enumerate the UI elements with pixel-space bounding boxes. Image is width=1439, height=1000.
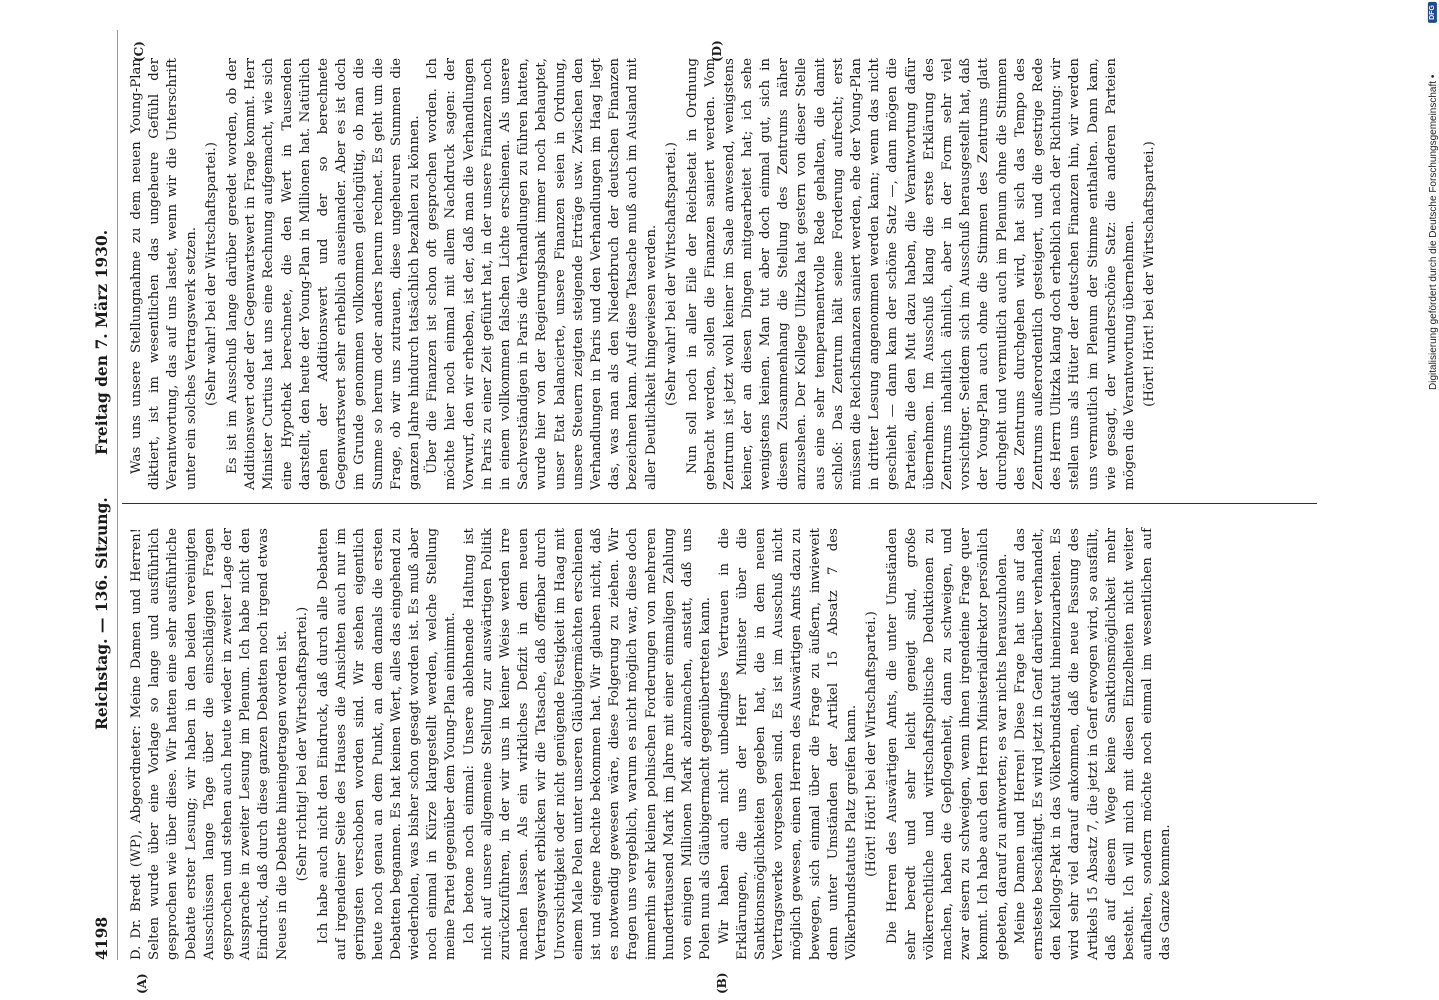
paragraph: Wir haben auch nicht unbedingtes Vertrauen in die Erklärungen, die uns der Herr Minister über die Sanktionsmöglichkeiten gegeben hat, die in dem neuen Vertragswerke vorgesehen sind. Es ist im Ausschuß nicht möglich gewesen, einen Herren des Auswärtigen Amts dazu zu bewegen, sich einmal über die Frage zu äußern, inwieweit denn unter Umständen der Artikel 15 Absatz 7 des Völkerbundstatuts Platz greifen kann.: [716, 528, 859, 960]
paragraph: Nun soll noch in aller Eile der Reichsetat in Ordnung gebracht werden, sollen die Finanzen saniert werden. Vom Zentrum ist jetzt wohl keiner im Saale anwesend, wenigstens keiner, der an diesen Dingen mitgearbeitet hat; ich sehe wenigstens keinen. Man tut aber doch einmal gut, sich in diesem Zusammenhang die Stellung des Zentrums näher anzusehen. Der Kollege Ulitzka hat gestern von dieser Stelle aus eine sehr temperamentvolle Rede gehalten, die damit schloß: Das Zentrum hält seine Forderung aufrecht; erst müssen die Reichsfinanzen saniert werden, ehe der Young-Plan in dritter Lesung angenommen werden kann; wenn das nicht geschieht — dann kam der schöne Satz —, dann mögen die Parteien, die den Mut dazu haben, die Verantwortung dafür übernehmen. Im Ausschuß klang die erste Erklärung des Zentrums inhaltlich ähnlich, aber in der Form sehr viel vorsichtiger. Seitdem sich im Ausschuß herausgestellt hat, daß der Young-Plan auch ohne die Stimmen des Zentrums glatt durchgeht und vermutlich auch im Plenum ohne die Stimmen des Zentrums durchgehen wird, hat sich das Tempo des Zentrums außerordentlich gesteigert, und die gestrige Rede des Herrn Ulitzka klang doch erheblich nach der Richtung: wir stellen uns als Hüter der deutschen Finanzen hin, wir werden uns vermutlich im Plenum der Stimme enthalten. Dann kam, wie gesagt, der wunderschöne Satz: die anderen Parteien mögen die Verantwortung übernehmen.: [685, 58, 1137, 490]
digitization-credit: Digitalisierung gefördert durch die Deutsche Forschungsgemeinschaft •: [1428, 74, 1439, 390]
paragraph: Ich betone noch einmal: Unsere ablehnende Haltung ist nicht auf unsere allgemeine Stellung zur auswärtigen Politik zurückzuführen, in der wir uns in keiner Weise werden irre machen lassen. Als ein wirkliches Defizit in dem neuen Vertragswerk erblicken wir die Tatsache, daß offenbar durch Unvorsichtigkeit oder nicht genügende Festigkeit im Haag mit einem Male Polen unter unseren Gläubigermächten erschienen ist und eigene Rechte bekommen hat. Wir glauben nicht, daß es notwendig gewesen wäre, diese Folgerung zu ziehen. Wir fragen uns vergeblich, warum es nicht möglich war, diese doch immerhin sehr kleinen polnischen Forderungen von mehreren hunderttausend Mark im Jahre mit einer einmaligen Zahlung von einigen Millionen Mark abzumachen, anstatt, daß uns Polen nun als Gläubigermacht gegenübertreten kann.: [461, 528, 714, 960]
dfg-logo-icon: DFG: [1428, 2, 1437, 23]
left-column: [128, 528, 1318, 960]
paragraph: Die Herren des Auswärtigen Amts, die unter Umständen sehr beredt und sehr leicht geneigt sind, große völkerrechtliche und wirtschaftspolitische Deduktionen zu machen, haben die Gepflogenheit, dann zu schweigen, und zwar eisern zu schweigen, wenn ihnen irgendeine Frage quer kommt. Ich habe auch den Herrn Ministerialdirektor persönlich gebeten, darauf zu antworten; es war nichts herauszuholen.: [885, 528, 1010, 960]
header-title-left: Reichstag. — 136. Sitzung.: [92, 497, 111, 730]
interjection: (Hört! Hört! bei der Wirtschaftspartei.): [864, 611, 880, 877]
paragraph: Was uns unsere Stellungnahme zu dem neuen Young-Plan diktiert, ist im wesentlichen das ungeheure Gefühl der Verantwortung, das auf uns lastet, wenn wir die Unterschrift unter ein solches Vertragswerk setzen.: [129, 58, 199, 490]
margin-mark-a: (A): [135, 973, 149, 994]
paragraph: Über die Finanzen ist schon oft gesprochen worden. Ich möchte hier noch einmal mit allem Nachdruck sagen: der Vorwurf, den wir erheben, ist der, daß man die Verhandlungen in Paris zu einer Zeit geführt hat, in der unsere Finanzen noch in einem vollkommen falschen Lichte erschienen. Als unsere Sachverständigen in Paris die Verhandlungen zu führen hatten, wurde hier von der Regierungsbank immer noch behauptet, unser Etat balancierte, unsere Finanzen seien in Ordnung, unsere Steuern zeigten steigende Erträge usw. Zwischen den Verhandlungen in Paris und den Verhandlungen im Haag liegt das, was man als den Niederbruch der deutschen Finanzen bezeichnen kann. Auf diese Tatsache muß auch im Ausland mit aller Deutlichkeit hingewiesen werden.: [425, 58, 659, 490]
running-header: [90, 30, 116, 960]
interjection: (Sehr richtig! bei der Wirtschaftspartei.): [294, 606, 310, 882]
column-divider: [122, 503, 1317, 504]
interjection: (Sehr wahr! bei der Wirtschaftspartei.): [203, 142, 219, 406]
right-column: [128, 58, 1318, 490]
interjection: (Sehr wahr! bei der Wirtschaftspartei.): [663, 142, 679, 406]
paragraph: Ich habe auch nicht den Eindruck, daß durch alle Debatten auf irgendeiner Seite des Hauses die Ansichten auch nur im geringsten verschoben worden sind. Wir stehen eigentlich heute noch genau an dem Punkt, an dem damals die ersten Debatten begannen. Es hat keinen Wert, alles das eingehend zu wiederholen, was bisher schon gesagt worden ist. Es muß aber noch einmal in Kürze klargestellt werden, welche Stellung meine Partei gegenüber dem Young-Plan einnimmt.: [316, 528, 459, 960]
paragraph: D. Dr. Bredt (WP), Abgeordneter: Meine Damen und Herren! Selten wurde über eine Vorlage so lange und ausführlich gesprochen wie über diese. Wir hatten eine sehr ausführliche Debatte erster Lesung; wir haben in den beiden vereinigten Ausschüssen lange Tage über die einschlägigen Fragen gesprochen und stehen auch heute wieder in zweiter Lage der Aussprache in zweiter Lesung im Plenum. Ich habe nicht den Eindruck, daß durch diese ganzen Debatten noch irgend etwas Neues in die Debatte hineingetragen worden ist.: [129, 528, 290, 960]
header-rule: [117, 30, 118, 960]
header-title-right: Freitag den 7. März 1930.: [92, 229, 111, 455]
interjection: (Hört! Hört! bei der Wirtschaftspartei.): [1142, 141, 1158, 407]
margin-mark-c: (C): [132, 41, 146, 62]
paragraph: Es ist im Ausschuß lange darüber geredet worden, ob der Additionswert oder der Gegenwartswert in Frage kommt. Herr Minister Curtius hat uns eine Rechnung aufgemacht, wie sich eine Hypothek berechnete, die den Wert in Tausenden darstellt, den heute der Young-Plan in Millionen hat. Natürlich gehen der Additionswert und der so berechnete Gegenwartswert sehr erheblich auseinander. Aber es ist doch im Grunde genommen vollkommen gleichgültig, ob man die Summe so herum oder anders herum rechnet. Es geht um die Frage, ob wir uns zutrauen, diese ungeheuren Summen die ganzen Jahre hindurch tatsächlich bezahlen zu können.: [225, 58, 423, 490]
page-number: 4198: [92, 916, 111, 960]
margin-mark-b: (B): [715, 972, 729, 994]
margin-mark-d: (D): [710, 40, 724, 62]
paragraph: Meine Damen und Herren! Diese Frage hat uns auf das ernsteste beschäftigt. Es wird jetzt in Genf darüber verhandelt, den Kellogg-Pakt in das Völkerbundstatut hineinzuarbeiten. Es wird sehr viel darauf ankommen, daß die neue Fassung des Artikels 15 Absatz 7, die jetzt in Genf erwogen wird, so ausfällt, daß auf diesem Wege keine Sanktionsmöglichkeit mehr besteht. Ich will mich mit diesen Einzelheiten nicht weiter aufhalten, sondern möchte noch einmal im wesentlichen auf das Ganze kommen.: [1012, 528, 1174, 960]
